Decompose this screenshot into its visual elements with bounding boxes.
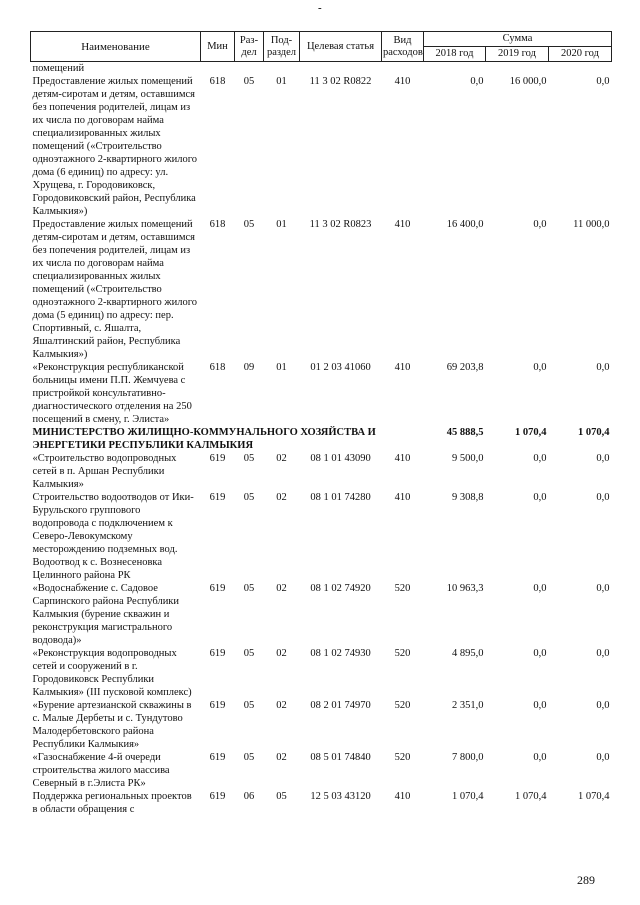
cell-2020: 11 000,0 (573, 219, 610, 230)
header-sum: Сумма (424, 32, 612, 47)
cell-vid: 410 (394, 76, 411, 87)
cell-podrazdel: 02 (276, 492, 287, 503)
table-row (31, 699, 612, 751)
cell-2020: 1 070,4 (578, 791, 610, 802)
cell-min: 619 (209, 583, 226, 594)
cell-min: 619 (209, 752, 226, 763)
cell-2020: 0,0 (596, 453, 610, 464)
cell-razdel: 05 (243, 492, 255, 503)
cell-name: «Водоснабжение с. Садовое Сарпинского района Республики Калмыкия (бурение скважин и реконструкция магистрального водовода)» (32, 583, 180, 646)
cell-razdel: 05 (243, 700, 255, 711)
cell-target: 08 1 02 74920 (310, 583, 371, 594)
cell-name: Предоставление жилых помещений детям-сиротам и детям, оставшимся без попечения родителей, лицам из их числа по договорам найма специализированных жилых помещений («Строительство одноэтажного 2-квартирного жилого дома (5 единиц) по адресу: пер. Спортивный, с. Яшалта, Яшалтинский район, Республика Калмыкия») (32, 219, 198, 360)
header-podrazdel: Под-раздел (264, 32, 300, 62)
cell-2020: 0,0 (596, 362, 610, 373)
cell-name: помещений (32, 63, 85, 74)
cell-2018 (424, 62, 486, 76)
header-target: Целевая статья (300, 32, 382, 62)
cell-name: Предоставление жилых помещений детям-сиротам и детям, оставшимся без попечения родителей, лицам из их числа по договорам найма специализированных жилых помещений («Строительство одноэтажного 2-квартирного жилого дома (6 единиц) по адресу: ул. Хрущева, г. Городовиковск, Городовиковский район, Республика Калмыкия») (32, 76, 198, 217)
cell-min: 619 (209, 648, 226, 659)
cell-podrazdel: 02 (276, 648, 287, 659)
table-row (31, 218, 612, 361)
cell-podrazdel: 02 (276, 752, 287, 763)
cell-razdel: 09 (243, 362, 255, 373)
cell-2018: 4 895,0 (452, 648, 484, 659)
cell-2018: 69 203,8 (446, 362, 484, 373)
cell-target: 08 2 01 74970 (310, 700, 371, 711)
header-year-2018: 2018 год (424, 47, 486, 62)
table-row (31, 790, 612, 816)
cell-vid: 520 (394, 752, 411, 763)
cell-2018: 45 888,5 (446, 427, 484, 438)
cell-target (300, 62, 382, 76)
cell-min: 618 (209, 219, 226, 230)
cell-name: «Бурение артезианской скважины в с. Малые Дербеты и с. Тундутово Малодербетовского района Республики Калмыкия» (32, 700, 192, 750)
cell-min: 619 (209, 492, 226, 503)
header-year-2020: 2020 год (549, 47, 612, 62)
table-row (31, 452, 612, 491)
table-row (31, 647, 612, 699)
cell-2019: 1 070,4 (515, 791, 547, 802)
table-row (31, 75, 612, 218)
cell-2020 (549, 62, 612, 76)
cell-2018: 10 963,3 (446, 583, 484, 594)
cell-vid: 410 (394, 492, 411, 503)
cell-target: 08 5 01 74840 (310, 752, 371, 763)
cell-vid: 410 (394, 453, 411, 464)
cell-2020: 0,0 (596, 752, 610, 763)
cell-2018: 7 800,0 (452, 752, 484, 763)
cell-name: Строительство водоотводов от Ики-Бурульского группового водопровода с подключением к Северо-Левокумскому месторождению подземных вод. Водоотвод к с. Вознесеновка Целинного района РК (32, 492, 194, 581)
cell-min: 619 (209, 453, 226, 464)
cell-podrazdel: 02 (276, 583, 287, 594)
budget-table (30, 31, 612, 816)
cell-2019: 0,0 (533, 648, 547, 659)
cell-2019: 0,0 (533, 492, 547, 503)
cell-vid: 520 (394, 583, 411, 594)
cell-min: 619 (209, 791, 226, 802)
cell-razdel: 05 (243, 76, 255, 87)
cell-2019: 0,0 (533, 752, 547, 763)
cell-2019: 1 070,4 (515, 427, 547, 438)
cell-2018: 0,0 (470, 76, 484, 87)
cell-min: 619 (209, 700, 226, 711)
cell-podrazdel (264, 62, 300, 76)
cell-podrazdel: 05 (276, 791, 287, 802)
cell-razdel: 05 (243, 583, 255, 594)
cell-target: 08 1 01 43090 (310, 453, 371, 464)
header-vid: Вид расходов (382, 32, 424, 62)
cell-vid: 410 (394, 362, 411, 373)
cell-name: «Реконструкция республиканской больницы имени П.П. Жемчуева с пристройкой консультативно-диагностического отделения на 250 посещений в смену, г. Элиста» (32, 362, 192, 425)
cell-2018: 2 351,0 (452, 700, 484, 711)
cell-vid (382, 62, 424, 76)
table-row (31, 582, 612, 647)
cell-2018: 9 308,8 (452, 492, 484, 503)
cell-2018: 1 070,4 (452, 791, 484, 802)
cell-2018: 9 500,0 (452, 453, 484, 464)
cell-razdel: 05 (243, 648, 255, 659)
cell-target: 08 1 02 74930 (310, 648, 371, 659)
cell-name: «Газоснабжение 4-й очереди строительства жилого массива Северный в г.Элиста РК» (32, 752, 170, 789)
cell-target: 11 3 02 R0822 (309, 76, 372, 87)
table-row (31, 491, 612, 582)
cell-2019: 0,0 (533, 583, 547, 594)
header-name: Наименование (31, 32, 201, 62)
cell-vid: 520 (394, 700, 411, 711)
table-body (31, 62, 612, 817)
cell-2020: 0,0 (596, 492, 610, 503)
cell-min: 618 (209, 362, 226, 373)
cell-2020: 0,0 (596, 648, 610, 659)
cell-2019: 0,0 (533, 700, 547, 711)
cell-razdel: 06 (243, 791, 255, 802)
cell-podrazdel: 01 (276, 76, 287, 87)
cell-vid: 410 (394, 791, 411, 802)
cell-razdel: 05 (243, 453, 255, 464)
cell-target: 01 2 03 41060 (310, 362, 371, 373)
cell-target: 11 3 02 R0823 (309, 219, 372, 230)
cell-target: 12 5 03 43120 (310, 791, 371, 802)
table-row (31, 361, 612, 426)
page-number: 289 (577, 873, 595, 887)
header-min: Мин (201, 32, 235, 62)
cell-name: МИНИСТЕРСТВО ЖИЛИЩНО-КОММУНАЛЬНОГО ХОЗЯЙСТВА И ЭНЕРГЕТИКИ РЕСПУБЛИКИ КАЛМЫКИЯ (32, 427, 376, 451)
cell-2019: 16 000,0 (509, 76, 547, 87)
cell-podrazdel: 01 (276, 219, 287, 230)
cell-name: Поддержка региональных проектов в области обращения с (32, 791, 192, 815)
cell-razdel: 05 (243, 219, 255, 230)
cell-podrazdel: 02 (276, 453, 287, 464)
header-year-2019: 2019 год (486, 47, 549, 62)
cell-vid: 520 (394, 648, 411, 659)
cell-2020: 0,0 (596, 76, 610, 87)
cell-name: «Реконструкция водопроводных сетей и сооружений в г. Городовиковск Республики Калмыкия» (III пусковой комплекс) (32, 648, 192, 698)
cell-podrazdel: 01 (276, 362, 287, 373)
cell-2019: 0,0 (533, 453, 547, 464)
page-top-mark: - (318, 2, 322, 14)
cell-name: «Строительство водопроводных сетей в п. Аршан Республики Калмыкия» (32, 453, 177, 490)
table-row (31, 62, 612, 76)
cell-podrazdel: 02 (276, 700, 287, 711)
cell-2020: 0,0 (596, 583, 610, 594)
cell-2020: 1 070,4 (578, 427, 610, 438)
header-razdel: Раз-дел (235, 32, 264, 62)
cell-vid: 410 (394, 219, 411, 230)
cell-2018: 16 400,0 (446, 219, 484, 230)
cell-2020: 0,0 (596, 700, 610, 711)
cell-razdel (235, 62, 264, 76)
cell-2019: 0,0 (533, 362, 547, 373)
cell-razdel: 05 (243, 752, 255, 763)
table-row (31, 751, 612, 790)
cell-2019 (486, 62, 549, 76)
cell-target: 08 1 01 74280 (310, 492, 371, 503)
cell-min (201, 62, 235, 76)
table-header (31, 32, 612, 62)
cell-min: 618 (209, 76, 226, 87)
cell-2019: 0,0 (533, 219, 547, 230)
table-row (31, 426, 612, 452)
